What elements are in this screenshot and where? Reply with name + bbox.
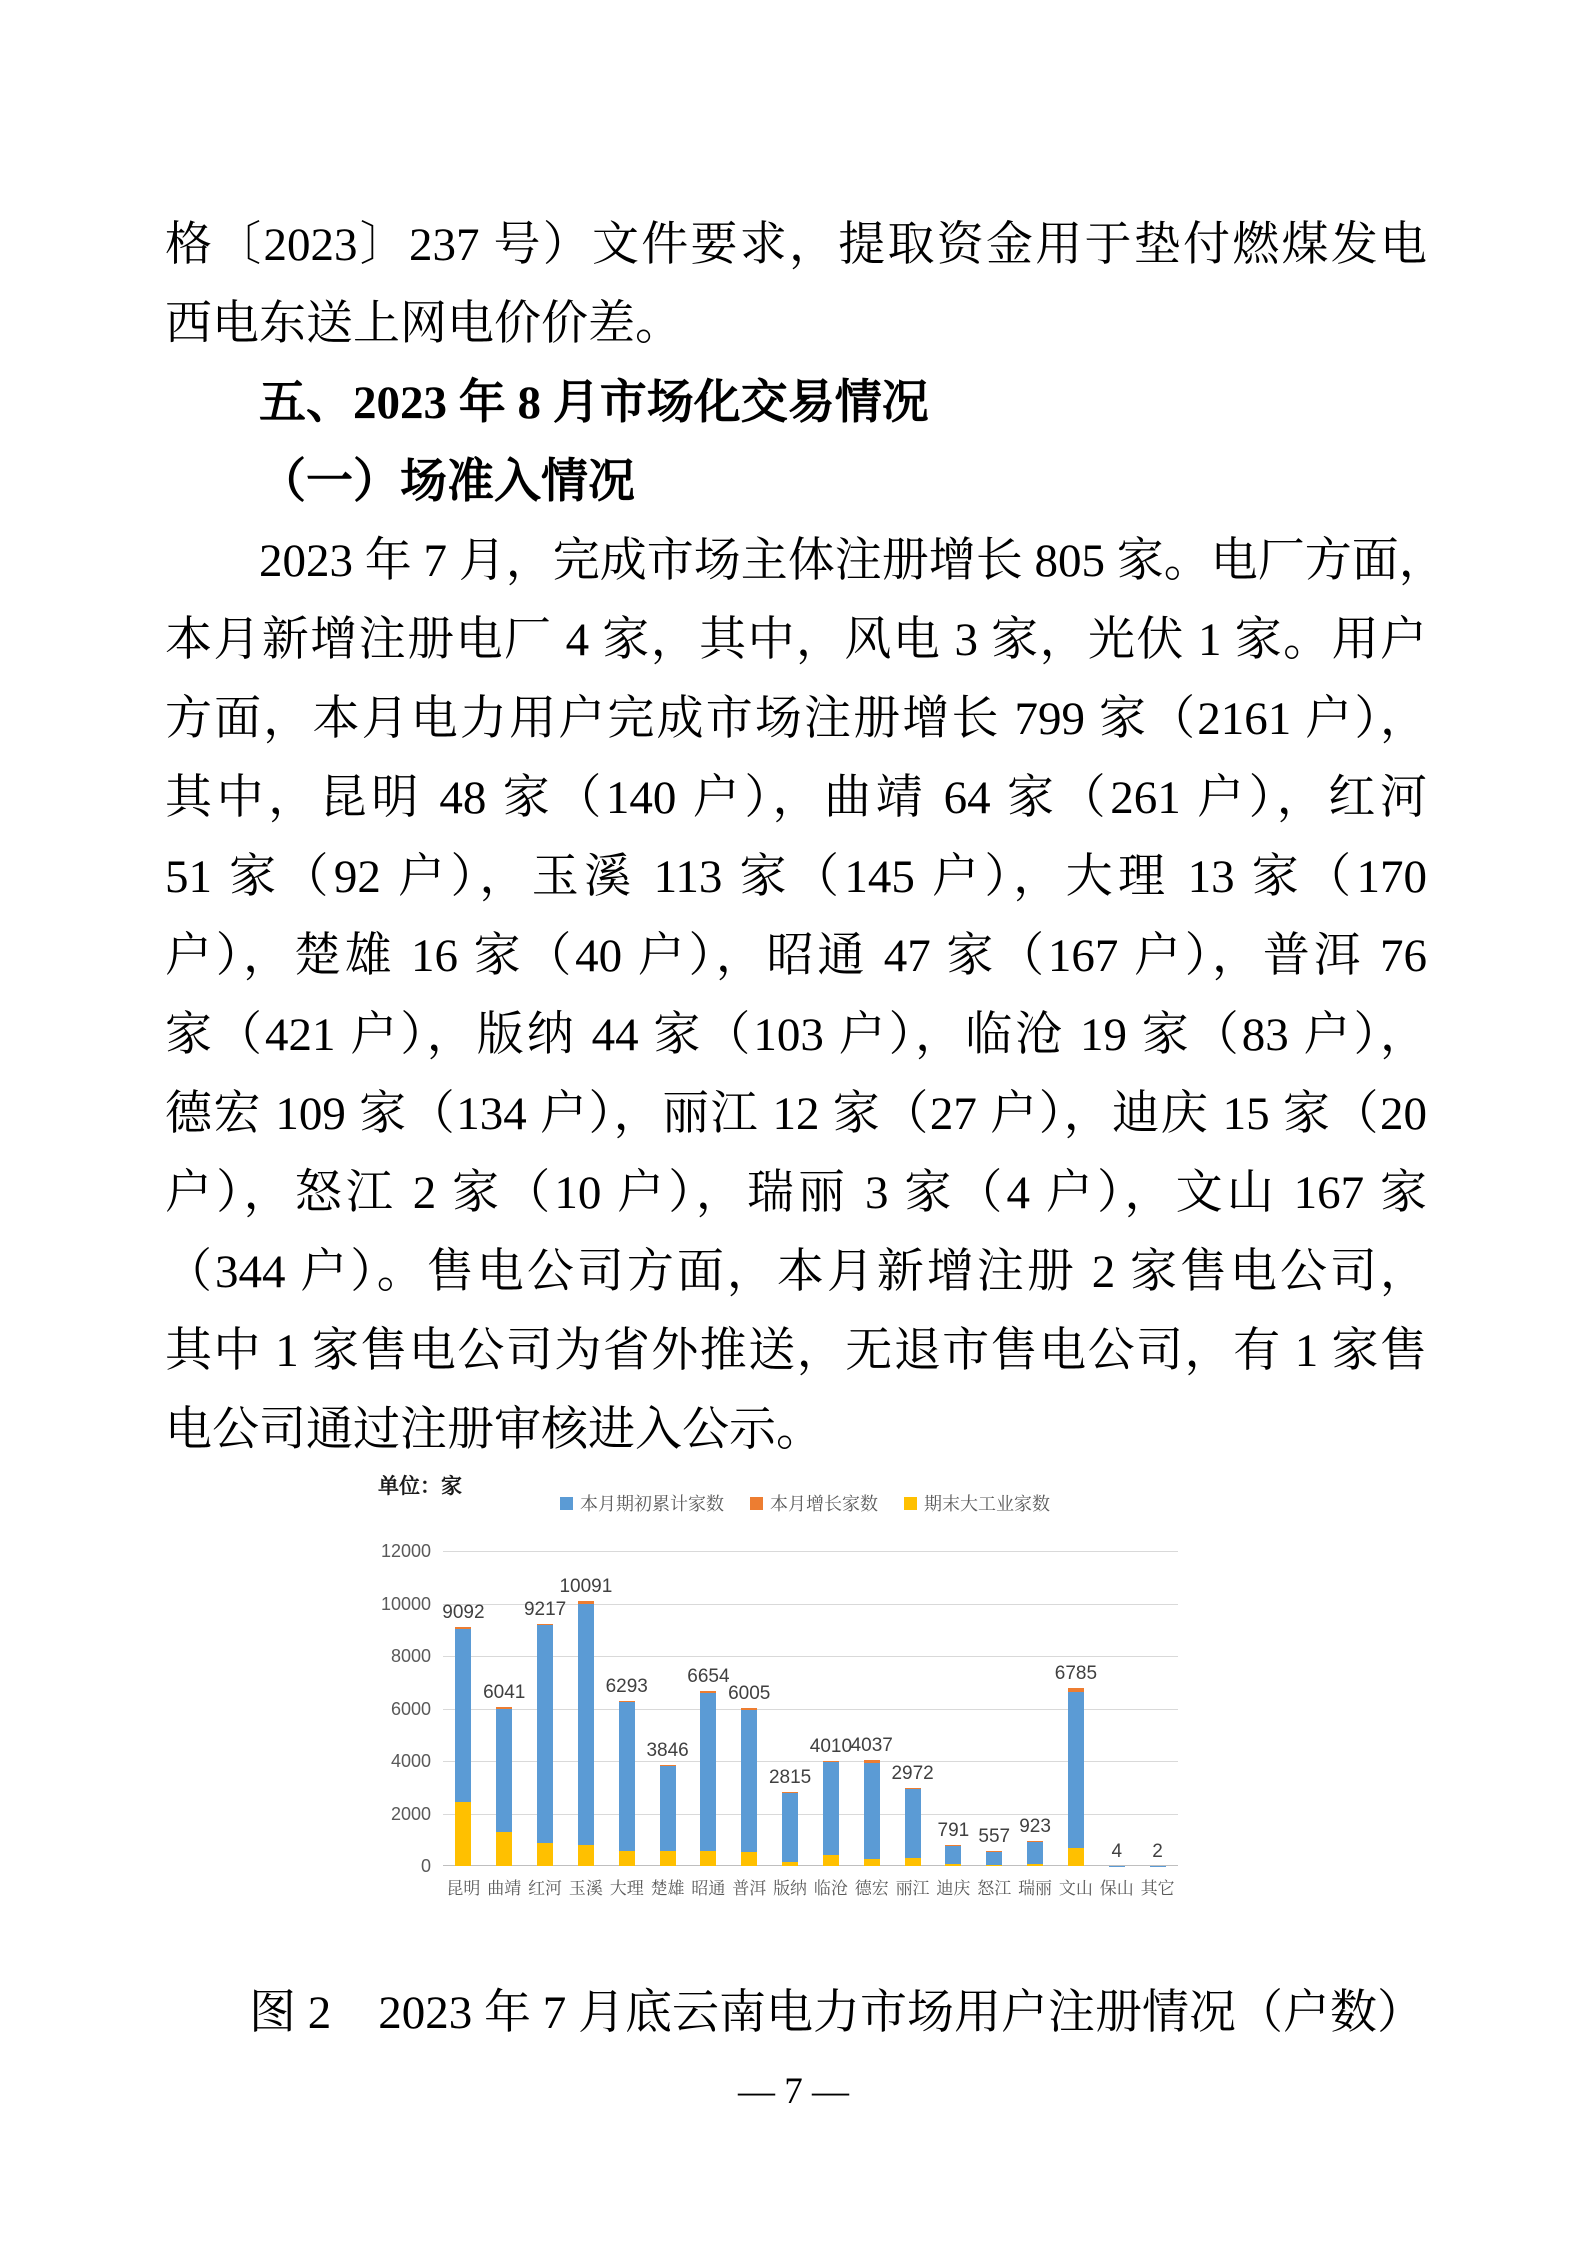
text-line: 2023 年 7 月，完成市场主体注册增长 805 家。电厂方面， (259, 535, 1446, 587)
bar-segment (537, 1625, 553, 1843)
bar-segment (986, 1851, 1002, 1865)
bar-segment (823, 1761, 839, 1762)
bar-value-label: 3846 (646, 1739, 689, 1761)
bar-segment (986, 1851, 1002, 1852)
bar-segment (537, 1624, 553, 1625)
bar-value-label: 4 (1111, 1840, 1123, 1862)
text-line: 其中，昆明 48 家（140 户），曲靖 64 家（261 户），红河 (165, 772, 1427, 824)
bar-segment (455, 1802, 471, 1866)
x-axis-category-label: 普洱 (732, 1879, 767, 1898)
bar-segment (945, 1864, 961, 1866)
bar-segment (1027, 1842, 1043, 1864)
bar-segment (619, 1701, 635, 1702)
legend-item (904, 1490, 1050, 1516)
bar-segment (823, 1761, 839, 1855)
bar-segment (578, 1604, 594, 1845)
bar-segment (1109, 1866, 1125, 1867)
text-line: （344 户）。售电公司方面，本月新增注册 2 家售电公司， (165, 1246, 1427, 1298)
y-axis-tick-label: 0 (420, 1856, 431, 1876)
bar-value-label: 9217 (523, 1599, 567, 1621)
bar-segment (1068, 1692, 1084, 1847)
x-axis-category-label: 昆明 (446, 1879, 481, 1898)
legend-swatch-icon (750, 1497, 763, 1510)
figure-registration-chart (300, 1460, 1200, 1920)
gridline (443, 1551, 1178, 1552)
text-line: 西电东送上网电价价差。 (165, 298, 682, 350)
text-line: 方面，本月电力用户完成市场注册增长 799 家（2161 户）， (165, 693, 1427, 745)
bar-segment (864, 1859, 880, 1866)
chart-unit-label: 单位：家 (378, 1475, 462, 1498)
y-axis-tick-label: 6000 (390, 1698, 431, 1719)
bar-segment (619, 1701, 635, 1851)
bar-segment (986, 1865, 1002, 1866)
bar-value-label: 6005 (728, 1683, 771, 1705)
legend-label: 本月增长家数 (770, 1494, 878, 1514)
x-axis-category-label: 玉溪 (568, 1879, 603, 1898)
bar-segment (455, 1627, 471, 1628)
bar-value-label: 10091 (559, 1576, 613, 1598)
x-axis-category-label: 德宏 (854, 1879, 889, 1898)
bar-segment (578, 1601, 594, 1604)
bar-segment (578, 1845, 594, 1866)
x-axis-category-label: 楚雄 (650, 1879, 685, 1898)
legend-swatch-icon (560, 1497, 573, 1510)
text-line: 51 家（92 户），玉溪 113 家（145 户），大理 13 家（170 (165, 851, 1427, 903)
bar-value-label: 4010 (809, 1735, 853, 1757)
bar-value-label: 557 (978, 1825, 1011, 1847)
bar-segment (741, 1852, 757, 1866)
text-line: 格〔2023〕237 号）文件要求，提取资金用于垫付燃煤发电 (165, 219, 1427, 271)
legend-swatch-icon (904, 1497, 917, 1510)
x-axis-category-label: 其它 (1140, 1879, 1175, 1898)
bar-segment (782, 1793, 798, 1862)
bar-value-label: 9092 (442, 1602, 485, 1624)
bar-segment (700, 1693, 716, 1852)
x-axis-category-label: 文山 (1058, 1879, 1093, 1898)
x-axis-category-label: 昭通 (691, 1879, 726, 1898)
bar-segment (660, 1765, 676, 1850)
paragraph-funding (165, 206, 1427, 364)
text-line: 电公司通过注册审核进入公示。 (165, 1404, 823, 1456)
y-axis-tick-label: 4000 (390, 1751, 431, 1771)
bar-segment (945, 1846, 961, 1864)
x-axis-category-label: 曲靖 (487, 1879, 522, 1898)
text-line: 家（421 户），版纳 44 家（103 户），临沧 19 家（83 户）， (165, 1009, 1427, 1061)
x-axis-category-label: 怒江 (977, 1879, 1012, 1898)
x-axis-category-label: 丽江 (895, 1879, 930, 1898)
bar-segment (496, 1832, 512, 1866)
chart-legend (355, 1490, 1255, 1516)
bar-segment (1027, 1841, 1043, 1842)
text-line: 户），怒江 2 家（10 户），瑞丽 3 家（4 户），文山 167 家 (165, 1167, 1427, 1219)
bar-segment (905, 1788, 921, 1789)
body-text (165, 206, 1446, 1470)
legend-label: 本月期初累计家数 (580, 1494, 724, 1514)
bar-segment (660, 1851, 676, 1866)
page-number: — 7 — (738, 2071, 849, 2112)
bar-segment (496, 1709, 512, 1832)
x-axis-category-label: 瑞丽 (1018, 1879, 1053, 1898)
bar-segment (1027, 1864, 1043, 1866)
gridline (443, 1656, 1178, 1657)
chart-plot-area (380, 1541, 1178, 1898)
bar-value-label: 6041 (483, 1682, 526, 1704)
text-line: 户），楚雄 16 家（40 户），昭通 47 家（167 户），普洱 76 (165, 930, 1427, 982)
y-axis-tick-label: 10000 (380, 1593, 431, 1614)
bar-segment (455, 1629, 471, 1802)
text-line: 其中 1 家售电公司为省外推送，无退市售电公司，有 1 家售 (165, 1325, 1427, 1377)
section-heading: 五、2023 年 8 月市场化交易情况 (259, 377, 929, 429)
legend-item (560, 1490, 724, 1516)
bar-segment (537, 1843, 553, 1866)
paragraph-market-registration (165, 522, 1446, 1470)
bar-segment (496, 1707, 512, 1709)
bar-value-label: 2 (1152, 1840, 1163, 1862)
subsection-heading: （一）场准入情况 (259, 456, 635, 508)
y-axis-tick-label: 8000 (390, 1646, 431, 1666)
text-line: 德宏 109 家（134 户），丽江 12 家（27 户），迪庆 15 家（20 (165, 1088, 1427, 1140)
y-axis-tick-label: 2000 (390, 1803, 431, 1824)
bar-value-label: 2972 (891, 1762, 934, 1784)
x-axis-category-label: 红河 (528, 1879, 563, 1898)
bar-value-label: 6654 (687, 1666, 730, 1688)
bar-segment (700, 1851, 716, 1866)
bar-segment (1068, 1688, 1084, 1692)
bar-value-label: 923 (1019, 1816, 1051, 1838)
bar-segment (782, 1862, 798, 1866)
text-line: 本月新增注册电厂 4 家，其中，风电 3 家，光伏 1 家。用户 (165, 614, 1427, 666)
x-axis-category-label: 临沧 (813, 1879, 848, 1898)
bar-segment (823, 1855, 839, 1866)
bar-value-label: 6293 (605, 1675, 648, 1697)
x-axis-category-label: 迪庆 (936, 1879, 971, 1898)
bar-segment (864, 1760, 880, 1763)
bar-segment (782, 1792, 798, 1793)
bar-segment (741, 1708, 757, 1710)
bar-segment (660, 1765, 676, 1766)
bar-segment (905, 1858, 921, 1866)
x-axis-category-label: 版纳 (773, 1879, 808, 1898)
bar-segment (1150, 1866, 1166, 1867)
legend-label: 期末大工业家数 (924, 1494, 1050, 1514)
bar-value-label: 2815 (768, 1767, 812, 1789)
figure-caption: 图 2 2023 年 7 月底云南电力市场用户注册情况（户数） (249, 1987, 1424, 2039)
legend-item (750, 1490, 878, 1516)
bar-value-label: 791 (937, 1820, 970, 1842)
x-axis-category-label: 大理 (609, 1879, 644, 1898)
bar-value-label: 6785 (1054, 1662, 1098, 1684)
bar-segment (619, 1851, 635, 1866)
y-axis-tick-label: 12000 (380, 1541, 431, 1561)
bar-value-label: 4037 (850, 1735, 893, 1757)
x-axis-category-label: 保山 (1099, 1879, 1134, 1898)
